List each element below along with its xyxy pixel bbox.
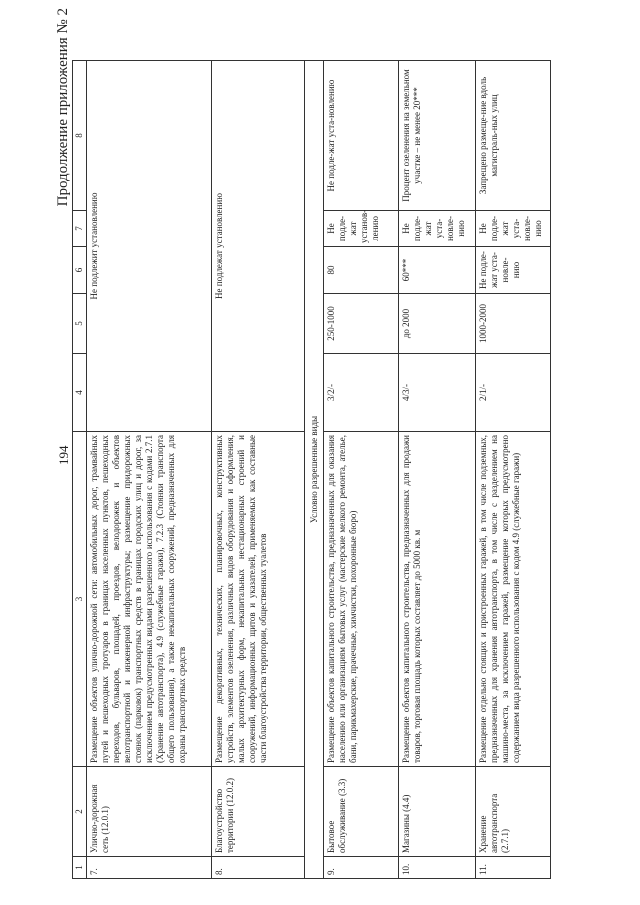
table-row [212,61,305,879]
column-number: 5 [73,294,87,354]
notes-cell: Запрещено размеще-ние вдоль магистраль-ных улиц [476,61,551,211]
section-header-row [305,61,324,879]
column-number-row [73,61,87,879]
column-number: 1 [73,857,87,879]
coverage-cell: Не подле-жат уста-новле-нию [476,247,551,294]
notes-cell: Процент озеленения на земельном участке – не менее 20*** [399,61,476,211]
column-number: 6 [73,247,87,294]
use-name: Бытовое обслуживание (3.3) [324,767,399,857]
table-row [399,61,476,879]
table-row [324,61,399,879]
setback-cell: Не подле-жат установ-лению [324,211,399,247]
row-number: 11. [476,857,551,879]
plot-area-cell: 250-1000 [324,294,399,354]
setback-cell: Не подле-жат уста-новле-нию [399,211,476,247]
table-row [476,61,551,879]
merged-parameters-cell: Не подлежит установлению [87,61,212,432]
zoning-table [72,60,551,879]
table-row [87,61,212,879]
merged-parameters-cell: Не подлежат установлению [212,61,305,432]
column-number: 3 [73,432,87,767]
page-number: 194 [56,445,71,465]
appendix-continuation-title: Продолжение приложения № 2 [55,8,71,207]
row-number: 7. [87,857,212,879]
row-number: 8. [212,857,305,879]
use-description: Размещение декоративных, технических, планировочных, конструктивных устройств, элементов озеленения, различных видов оборудования и оформления, малых архитектурных форм, некапитальных нестационарных строений и сооружений, информационных щитов и указателей, применяемых как составные части благоустройства территории, общественных туалетов [212,432,305,767]
use-description: Размещение объектов капитального строительства, предназначенных для продажи товаров, торговая площадь которых составляет до 5000 кв. м [399,432,476,767]
setback-cell: Не подле-жат уста-новле-нию [476,211,551,247]
column-number: 8 [73,61,87,211]
section-title: Условно разрешенные виды [305,61,324,879]
plot-area-cell: до 2000 [399,294,476,354]
row-number: 9. [324,857,399,879]
coverage-cell: 60*** [399,247,476,294]
row-number: 10. [399,857,476,879]
use-name: Магазины (4.4) [399,767,476,857]
use-description: Размещение объектов капитального строительства, предназначенных для оказания населению или организациям бытовых услуг (мастерские мелкого ремонта, ателье, бани, парикмахерские, прачечные, химчистки, похоронные бюро) [324,432,399,767]
use-description: Размещение отдельно стоящих и пристроенных гаражей, в том числе подземных, предназначенных для хранения автотранспорта, в том числе с разделением на машино-места, за исключением гаражей, размещение которых предусмотрено содержанием вида разрешенного использования с кодом 4.9 (служебные гаражи) [476,432,551,767]
column-number: 7 [73,211,87,247]
plot-area-cell: 1000-2000 [476,294,551,354]
coverage-cell: 80 [324,247,399,294]
use-description: Размещение объектов улично-дорожной сети: автомобильных дорог, трамвайных путей и пешеходных тротуаров в границах населенных пунктов, пешеходных переходов, бульваров, площадей, проездов, велодорожек и объектов велотранспортной и инженерной инфраструктуры; размещение придорожных стоянок (парковок) транспортных средств в границах городских улиц и дорог, за исключением предусмотренных видами разрешенного использования с кодами 2.7.1 (Хранение автотранспорта), 4.9 (служебные гаражи), 7.2.3 (Стоянки транспорта общего пользования), а также некапитальных сооружений, предназначенных для охраны транспортных средств [87,432,212,767]
use-name: Хранение автотранспорта (2.7.1) [476,767,551,857]
floors-cell: 4/3/- [399,354,476,432]
column-number: 4 [73,354,87,432]
floors-cell: 3/2/- [324,354,399,432]
use-name: Улично-дорожная сеть (12.0.1) [87,767,212,857]
floors-cell: 2/1/- [476,354,551,432]
use-name: Благоустройство территории (12.0.2) [212,767,305,857]
notes-cell: Не подле-жат уста-новлению [324,61,399,211]
column-number: 2 [73,767,87,857]
